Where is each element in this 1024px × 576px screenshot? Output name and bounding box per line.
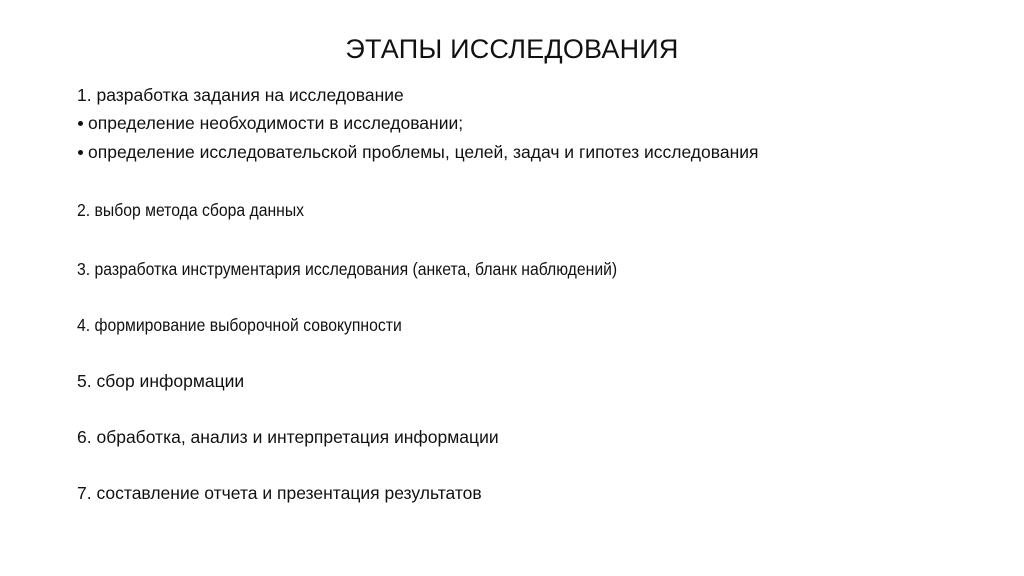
bullet-text: определение исследовательской проблемы, целей, задач и гипотез исследования xyxy=(88,142,759,162)
bullet-text: определение необходимости в исследовании; xyxy=(88,113,464,133)
stage-1-bullet-2 xyxy=(78,141,759,163)
bullet-icon xyxy=(78,150,83,155)
stage-5: 5. сбор информации xyxy=(77,371,245,391)
stage-6: 6. обработка, анализ и интерпретация информации xyxy=(77,427,499,447)
stage-3-text: 3. разработка инструментария исследования (анкета, бланк наблюдений) xyxy=(77,259,618,279)
stage-7: 7. составление отчета и презентация результатов xyxy=(77,483,482,503)
bullet-icon xyxy=(78,121,83,126)
stage-2 xyxy=(77,199,329,221)
stage-4-text: 4. формирование выборочной совокупности xyxy=(77,315,402,335)
stage-1: 1. разработка задания на исследование xyxy=(77,85,404,105)
stage-2-text: 2. выбор метода сбора данных xyxy=(77,200,305,220)
slide-title: ЭТАПЫ ИССЛЕДОВАНИЯ xyxy=(345,34,679,64)
stage-1-bullet-1 xyxy=(78,112,463,134)
stage-4 xyxy=(77,314,438,336)
stage-3 xyxy=(77,258,677,280)
